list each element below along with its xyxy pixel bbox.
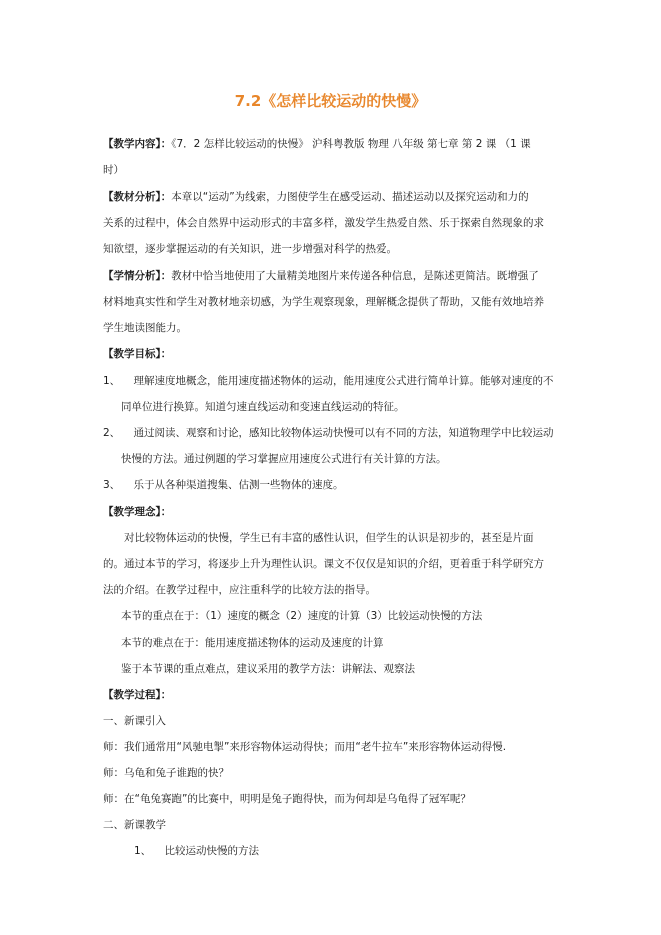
material-text: 本章以“运动”为线索，力图使学生在感受运动、描述运动以及探究运动和力的 [171, 191, 529, 203]
material-label: 【教材分析】： [103, 191, 172, 203]
students-text: 教材中恰当地使用了大量精美地图片来传递各种信息，是陈述更简洁。既增强了 [171, 270, 539, 282]
subsection-1-number: 1、 [134, 845, 152, 857]
key-points: 本节的重点在于：（1）速度的概念（2）速度的计算（3）比较运动快慢的方法 [121, 610, 483, 622]
students-label: 【学情分析】： [103, 270, 172, 282]
process-label: 【教学过程】： [103, 689, 172, 701]
philosophy-line-3: 法的介绍。在教学过程中，应注重科学的比较方法的指导。 [103, 584, 376, 596]
philosophy-line-2: 的。通过本节的学习，将逐步上升为理性认识。课文不仅仅是知识的介绍，更着重于科学研究方 [103, 558, 544, 570]
document-title: 7.2《怎样比较运动的快慢》 [234, 92, 427, 110]
content-text: 《7．2 怎样比较运动的快慢》 沪科粤教版 物理 八年级 第七章 第 2 课 （1 课 [171, 138, 531, 150]
teacher-line-3: 师：在“龟兔赛跑”的比赛中，明明是兔子跑得快，而为何却是乌龟得了冠军呢？ [103, 793, 471, 805]
material-line-1 [103, 190, 563, 204]
material-line-3: 知欲望，逐步掌握运动的有关知识，进一步增强对科学的热爱。 [103, 243, 397, 255]
students-line-1 [103, 269, 563, 283]
goal-2-line-1 [103, 426, 563, 440]
goal-1-line-1 [103, 374, 563, 388]
difficult-points: 本节的难点在于：能用速度描述物体的运动及速度的计算 [121, 637, 384, 649]
philosophy-line-1: 对比较物体运动的快慢，学生已有丰富的感性认识，但学生的认识是初步的，甚至是片面 [124, 532, 534, 544]
subsection-1-text: 比较运动快慢的方法 [164, 845, 260, 857]
teacher-line-2: 师：乌龟和兔子谁跑的快？ [103, 767, 229, 779]
goal-2-text: 通过阅读、观察和讨论，感知比较物体运动快慢可以有不同的方法，知道物理学中比较运动 [133, 427, 554, 439]
material-line-2: 关系的过程中，体会自然界中运动形式的丰富多样，激发学生热爱自然、乐于探索自然现象的求 [103, 217, 544, 229]
goal-3-number: 3、 [103, 479, 121, 491]
teacher-line-1: 师：我们通常用“风驰电掣”来形容物体运动得快；而用“老牛拉车”来形容物体运动得慢. [103, 741, 507, 753]
goal-2-line-2: 快慢的方法。通过例题的学习掌握应用速度公式进行有关计算的方法。 [121, 453, 447, 465]
philosophy-label: 【教学理念】： [103, 506, 172, 518]
goal-1-text: 理解速度地概念，能用速度描述物体的运动，能用速度公式进行简单计算。能够对速度的不 [133, 375, 554, 387]
goal-2-number: 2、 [103, 427, 121, 439]
goals-label: 【教学目标】： [103, 348, 172, 360]
content-line-2: 时） [103, 164, 124, 176]
goal-3-text: 乐于从各种渠道搜集、估测一些物体的速度。 [133, 479, 344, 491]
content-line-1 [103, 137, 563, 151]
students-line-2: 材料地真实性和学生对教材地亲切感，为学生观察现象，理解概念提供了帮助，又能有效地培养 [103, 296, 544, 308]
teaching-methods: 鉴于本节课的重点难点，建议采用的教学方法：讲解法、观察法 [121, 663, 415, 675]
goal-1-line-2: 同单位进行换算。知道匀速直线运动和变速直线运动的特征。 [121, 401, 405, 413]
goal-1-number: 1、 [103, 375, 121, 387]
section-1-heading: 一、新课引入 [103, 715, 166, 727]
content-label: 【教学内容】： [103, 138, 172, 150]
goal-3-line-1 [103, 478, 563, 492]
students-line-3: 学生地读图能力。 [103, 322, 187, 334]
section-2-heading: 二、新课教学 [103, 819, 166, 831]
subsection-1 [134, 844, 554, 858]
